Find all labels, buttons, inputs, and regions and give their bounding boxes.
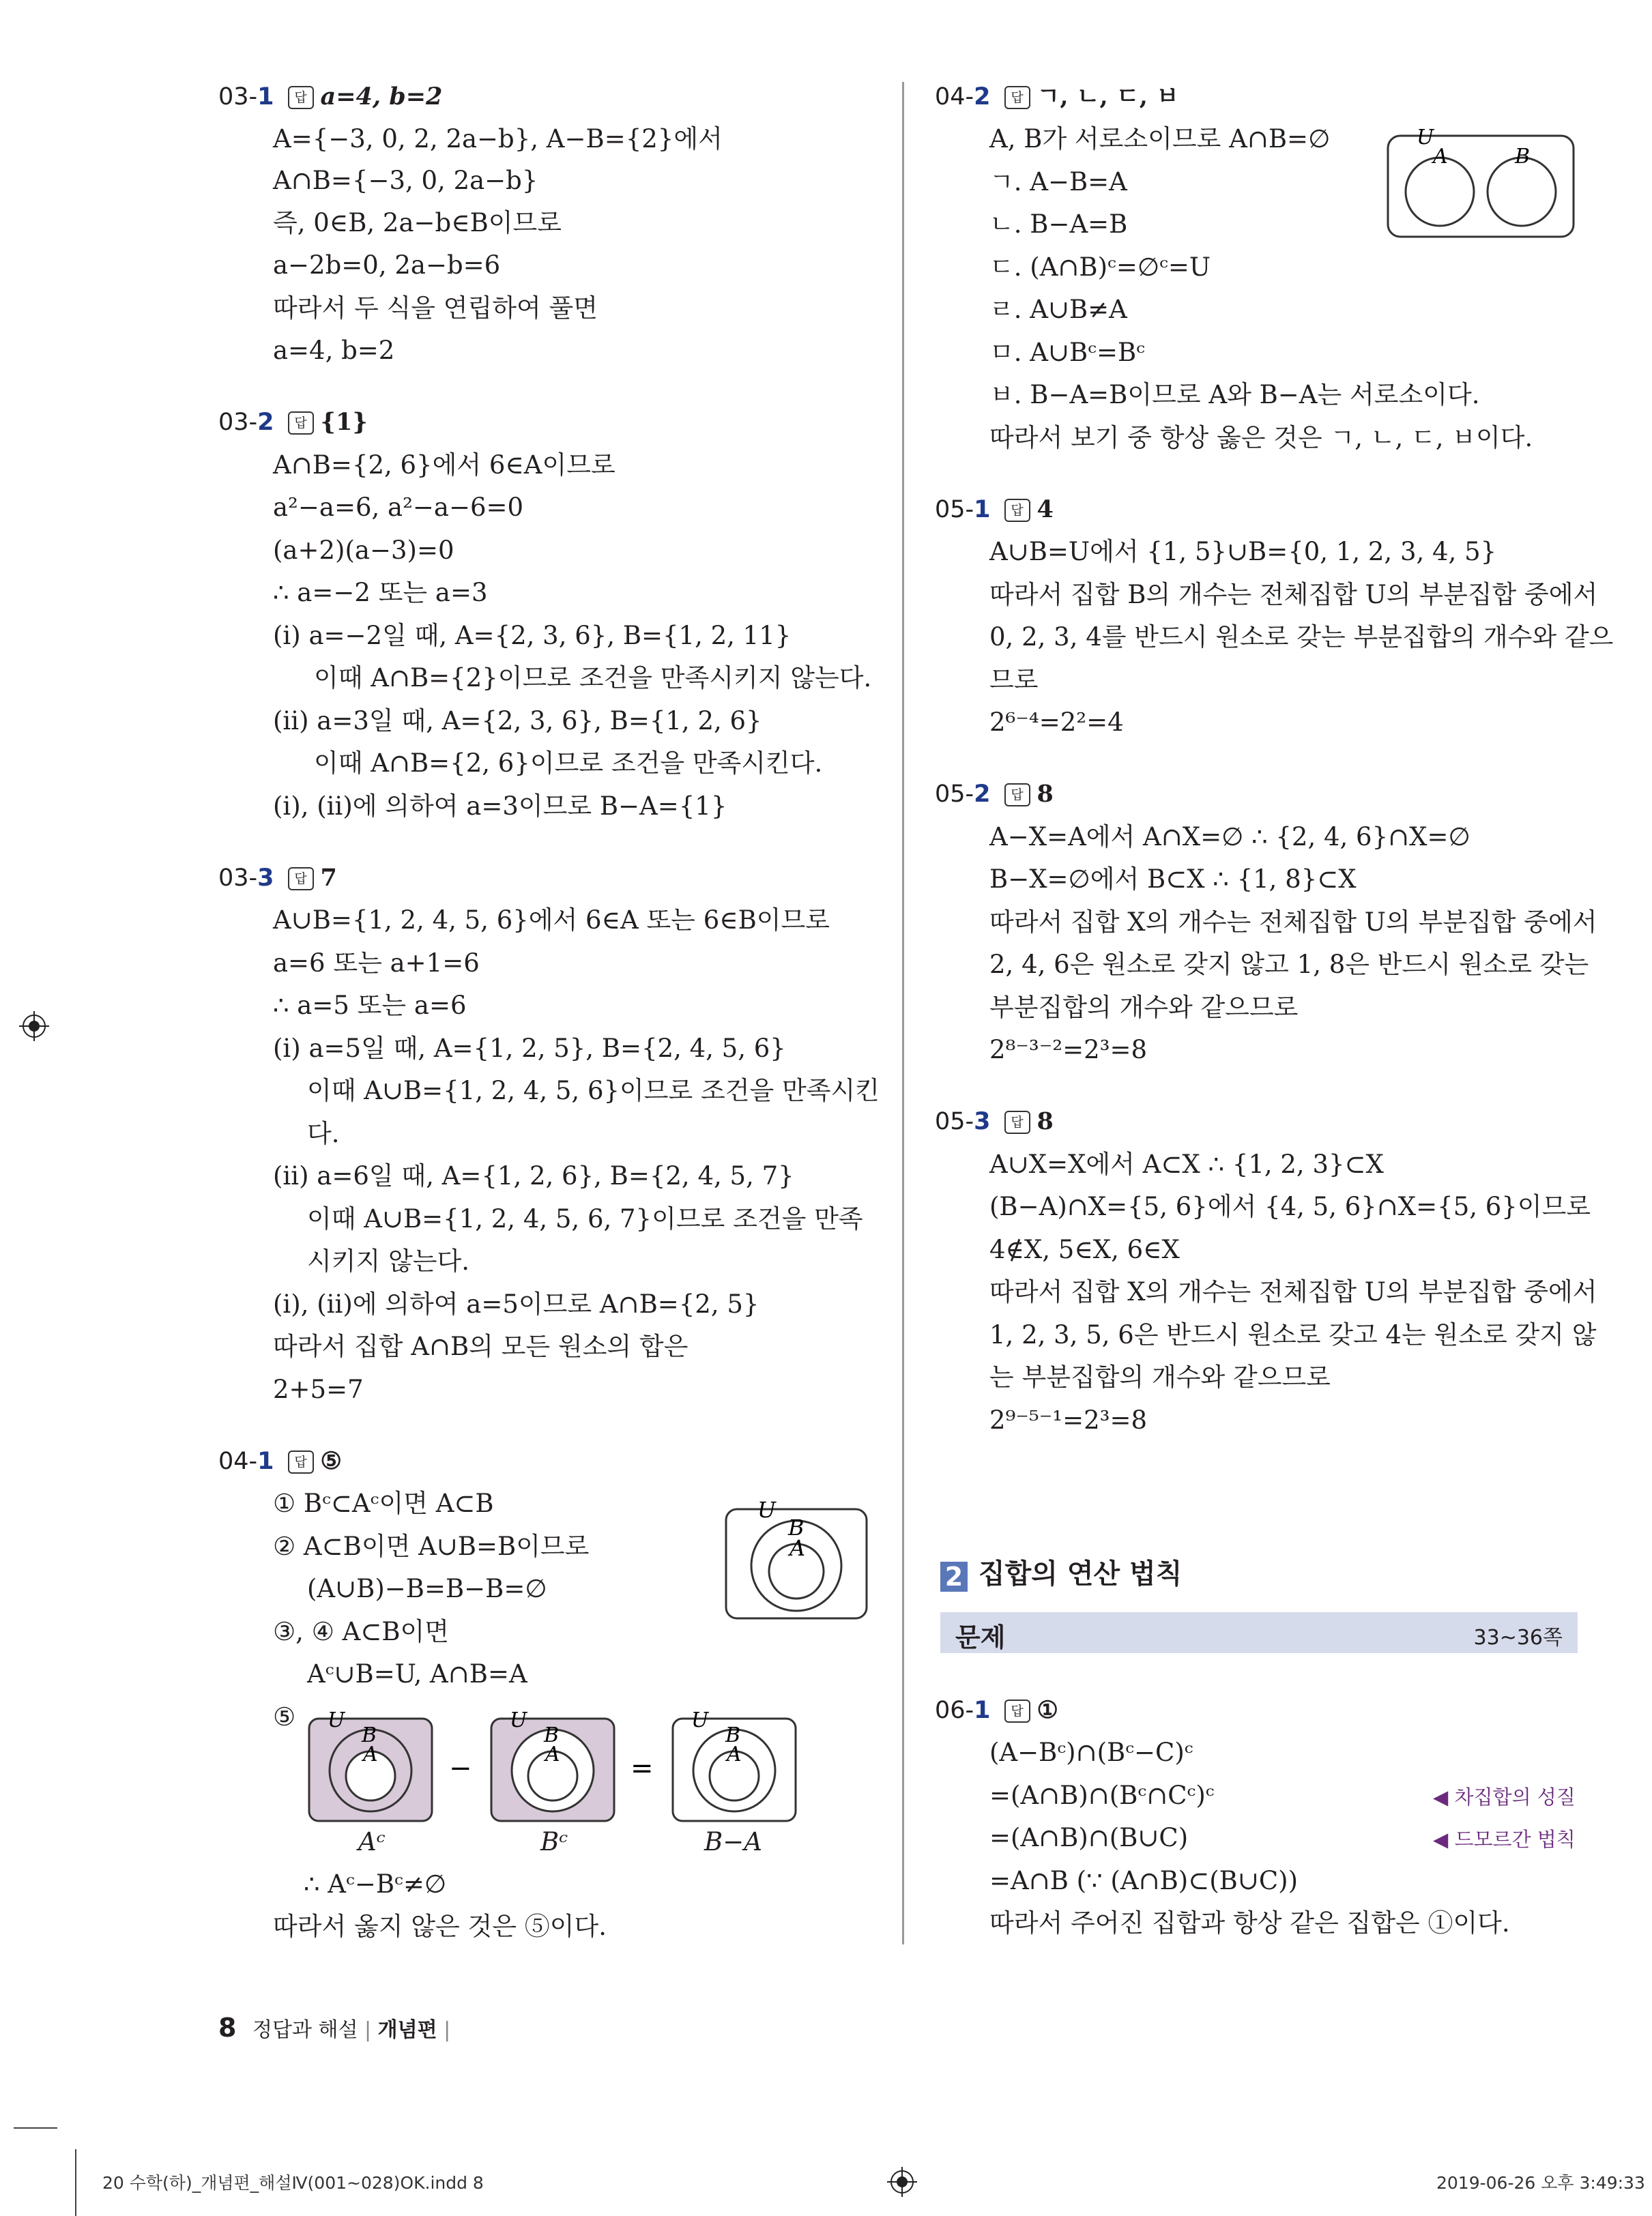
solution-line: ㄴ. B−A=B	[989, 209, 1128, 239]
solution-line: A∩B={2, 6}에서 6∈A이므로	[273, 450, 615, 480]
solution-line: a−2b=0, 2a−b=6	[273, 250, 501, 280]
registration-mark-icon	[887, 2167, 917, 2197]
problem-subnumber: 1	[974, 1697, 991, 1724]
solution-line: ∴ a=5 또는 a=6	[273, 991, 467, 1020]
solution-line: 이때 A∩B={2}이므로 조건을 만족시키지 않는다.	[314, 663, 872, 692]
solution-line: 따라서 보기 중 항상 옳은 것은 ㄱ, ㄴ, ㄷ, ㅂ이다.	[989, 423, 1533, 452]
problem-section-bar	[940, 1612, 1578, 1653]
solution-line: (a+2)(a−3)=0	[273, 536, 454, 565]
venn-label-u: U	[1417, 126, 1434, 149]
page-number: 8	[218, 2013, 237, 2043]
crop-mark	[14, 2127, 57, 2129]
solution-line: ㄷ. (A∩B)ᶜ=∅ᶜ=U	[989, 252, 1211, 282]
venn-label-b: B	[1515, 145, 1531, 169]
answer-text: 8	[1037, 780, 1054, 808]
solution-line: 따라서 집합 X의 개수는 전체집합 U의 부분집합 중에서	[989, 1277, 1597, 1307]
answer-text: 8	[1037, 1107, 1054, 1135]
solution-line: 즉, 0∈B, 2a−b∈B이므로	[273, 208, 562, 237]
margin-note: ◀ 차집합의 성질	[1433, 1785, 1576, 1809]
problem-subnumber: 2	[974, 781, 991, 808]
problem-subnumber: 3	[257, 864, 274, 892]
solution-line: 2+5=7	[273, 1375, 364, 1404]
problem-subnumber: 2	[974, 83, 991, 111]
venn-label-b: B	[725, 1723, 741, 1747]
margin-note: ◀ 드모르간 법칙	[1433, 1828, 1576, 1851]
solution-line: A∩B={−3, 0, 2a−b}	[273, 166, 538, 195]
section-title: 집합의 연산 법칙	[979, 1558, 1183, 1590]
problem-number: 03-	[218, 864, 258, 892]
problem-05-1-header	[935, 495, 1054, 525]
solution-line: 이때 A∪B={1, 2, 4, 5, 6}이므로 조건을 만족시킨	[307, 1076, 880, 1105]
venn-label-a: A	[789, 1535, 806, 1561]
solution-line: ㄱ. A−B=A	[989, 167, 1127, 196]
solution-line: ㅂ. B−A=B이므로 A와 B−A는 서로소이다.	[989, 380, 1480, 409]
answer-text: ㄱ, ㄴ, ㄷ, ㅂ	[1037, 83, 1179, 111]
column-divider	[902, 82, 904, 1944]
answer-text: {1}	[320, 408, 368, 436]
venn-caption: B−A	[704, 1827, 762, 1856]
equals-sign: =	[631, 1753, 654, 1784]
solution-line: 다.	[307, 1119, 340, 1148]
venn-label-a: A	[363, 1743, 378, 1766]
problem-subnumber: 2	[257, 409, 274, 436]
solution-line: ∴ a=−2 또는 a=3	[273, 578, 488, 607]
registration-mark-icon	[19, 1011, 49, 1041]
venn-label-u: U	[510, 1709, 527, 1732]
solution-line: A−X=A에서 A∩X=∅ ∴ {2, 4, 6}∩X=∅	[989, 822, 1470, 851]
problem-number: 03-	[218, 83, 258, 111]
solution-line: ∴ Aᶜ−Bᶜ≠∅	[304, 1869, 447, 1899]
venn-label-a: A	[727, 1743, 742, 1766]
solution-line: 는 부분집합의 개수와 같으므로	[989, 1362, 1331, 1392]
problem-05-2-header	[935, 779, 1054, 809]
solution-line: 1, 2, 3, 5, 6은 반드시 원소로 갖고 4는 원소로 갖지 않	[989, 1320, 1597, 1350]
crop-mark	[75, 2149, 76, 2216]
solution-line: (A−Bᶜ)∩(Bᶜ−C)ᶜ	[989, 1738, 1193, 1767]
footer-separator: |	[444, 2018, 451, 2042]
problem-number: 06-	[935, 1697, 974, 1724]
problem-04-2-header	[935, 82, 1179, 112]
solution-line: 2, 4, 6은 원소로 갖지 않고 1, 8은 반드시 원소로 갖는	[989, 950, 1589, 979]
solution-line: =A∩B (∵ (A∩B)⊂(B∪C))	[989, 1866, 1299, 1895]
solution-line: 따라서 옳지 않은 것은 ⑤이다.	[273, 1912, 607, 1941]
solution-line: Aᶜ∪B=U, A∩B=A	[307, 1659, 527, 1689]
solution-line: A, B가 서로소이므로 A∩B=∅	[989, 124, 1331, 154]
answer-badge: 답	[288, 411, 314, 435]
solution-line: 따라서 집합 A∩B의 모든 원소의 합은	[273, 1332, 689, 1361]
print-date: 2019-06-26 오후 3:49:33	[1436, 2173, 1645, 2193]
solution-line: (ⅰ) a=5일 때, A={1, 2, 5}, B={2, 4, 5, 6}	[273, 1034, 786, 1063]
venn-caption: Bᶜ	[540, 1827, 568, 1856]
solution-line: A∪B=U에서 {1, 5}∪B={0, 1, 2, 3, 4, 5}	[989, 537, 1497, 566]
venn-diagram-disjoint	[1385, 126, 1579, 242]
solution-line: 이때 A∩B={2, 6}이므로 조건을 만족시킨다.	[314, 748, 823, 778]
page-footer	[218, 2013, 450, 2043]
solution-line: 따라서 주어진 집합과 항상 같은 집합은 ①이다.	[989, 1908, 1510, 1938]
solution-line: 2⁹⁻⁵⁻¹=2³=8	[989, 1405, 1148, 1435]
venn-label-u: U	[691, 1709, 709, 1732]
solution-line: ③, ④ A⊂B이면	[273, 1617, 450, 1646]
answer-text: 4	[1037, 495, 1054, 523]
problem-03-2-header	[218, 407, 368, 437]
solution-line: (ⅰ) a=−2일 때, A={2, 3, 6}, B={1, 2, 11}	[273, 621, 792, 650]
solution-line: 부분집합의 개수와 같으므로	[989, 993, 1299, 1022]
answer-badge: 답	[1004, 1111, 1030, 1134]
solution-line: ② A⊂B이면 A∪B=B이므로	[273, 1532, 590, 1561]
problem-number: 03-	[218, 409, 258, 436]
problem-subnumber: 1	[257, 83, 274, 111]
answer-text: 7	[320, 864, 337, 892]
bar-label: 문제	[955, 1622, 1006, 1652]
venn-label-u: U	[757, 1501, 776, 1523]
solution-line: ⑤	[273, 1702, 296, 1732]
problem-number: 05-	[935, 781, 974, 808]
solution-line: (ⅱ) a=3일 때, A={2, 3, 6}, B={1, 2, 6}	[273, 706, 762, 735]
solution-line: 2⁶⁻⁴=2²=4	[989, 708, 1124, 737]
solution-line: (ⅰ), (ⅱ)에 의하여 a=3이므로 B−A={1}	[273, 791, 727, 821]
book-name: 정답과 해설	[252, 2018, 358, 2042]
answer-badge: 답	[1004, 86, 1030, 109]
venn-label-a: A	[1433, 145, 1448, 169]
solution-line: =(A∩B)∩(B∪C)	[989, 1823, 1189, 1852]
solution-line: 시키지 않는다.	[307, 1246, 469, 1276]
problem-subnumber: 1	[974, 496, 991, 523]
section-heading	[940, 1559, 1182, 1592]
answer-badge: 답	[288, 1450, 314, 1474]
solution-line: 이때 A∪B={1, 2, 4, 5, 6, 7}이므로 조건을 만족	[307, 1204, 863, 1234]
problem-number: 05-	[935, 496, 974, 523]
solution-line: A∪X=X에서 A⊂X ∴ {1, 2, 3}⊂X	[989, 1150, 1384, 1179]
solution-line: ① Bᶜ⊂Aᶜ이면 A⊂B	[273, 1489, 494, 1518]
solution-line: 따라서 집합 X의 개수는 전체집합 U의 부분집합 중에서	[989, 907, 1597, 937]
solution-line: 0, 2, 3, 4를 반드시 원소로 갖는 부분집합의 개수와 같으	[989, 622, 1614, 652]
problem-number: 05-	[935, 1108, 974, 1135]
solution-line: 므로	[989, 665, 1039, 695]
solution-line: (B−A)∩X={5, 6}에서 {4, 5, 6}∩X={5, 6}이므로	[989, 1192, 1591, 1221]
venn-caption: Aᶜ	[358, 1827, 386, 1856]
venn-label-a: A	[545, 1743, 560, 1766]
venn-complement-a	[309, 1709, 432, 1821]
solution-line: 따라서 두 식을 연립하여 풀면	[273, 293, 598, 323]
file-slug: 20 수학(하)_개념편_해설Ⅳ(001~028)OK.indd 8	[102, 2173, 484, 2193]
answer-badge: 답	[1004, 499, 1030, 522]
problem-number: 04-	[935, 83, 974, 111]
solution-line: ㄹ. A∪B≠A	[989, 295, 1127, 324]
problem-03-1-header	[218, 82, 442, 112]
solution-line: a=4, b=2	[273, 336, 395, 365]
answer-text: ⑤	[320, 1447, 342, 1475]
venn-universe-box	[1388, 136, 1574, 237]
problem-03-3-header	[218, 863, 337, 893]
answer-text: ①	[1037, 1696, 1058, 1724]
solution-line: (ⅰ), (ⅱ)에 의하여 a=5이므로 A∩B={2, 5}	[273, 1289, 759, 1319]
problem-subnumber: 3	[974, 1108, 991, 1135]
problem-06-1-header	[935, 1695, 1058, 1725]
venn-label-u: U	[328, 1709, 345, 1732]
venn-difference-b-a	[673, 1709, 796, 1821]
solution-line: A∪B={1, 2, 4, 5, 6}에서 6∈A 또는 6∈B이므로	[273, 905, 830, 935]
solution-line: a²−a=6, a²−a−6=0	[273, 493, 524, 522]
venn-label-b: B	[544, 1723, 560, 1747]
problem-number: 04-	[218, 1448, 258, 1475]
venn-diagram-row	[307, 1709, 839, 1846]
venn-complement-b	[491, 1709, 614, 1821]
answer-badge: 답	[1004, 783, 1030, 806]
solution-line: =(A∩B)∩(Bᶜ∩Cᶜ)ᶜ	[989, 1781, 1215, 1810]
problem-04-1-header	[218, 1446, 342, 1476]
venn-diagram-nested	[723, 1501, 873, 1624]
answer-badge: 답	[288, 86, 314, 109]
solution-line: 4∉X, 5∈X, 6∈X	[989, 1235, 1180, 1264]
footer-separator: |	[364, 2018, 372, 2042]
solution-line: A={−3, 0, 2, 2a−b}, A−B={2}에서	[273, 124, 723, 154]
bar-pages: 33~36쪽	[1473, 1626, 1563, 1650]
venn-label-b: B	[362, 1723, 377, 1747]
solution-line: 2⁸⁻³⁻²=2³=8	[989, 1035, 1148, 1064]
solution-line: a=6 또는 a+1=6	[273, 948, 480, 978]
minus-sign: −	[449, 1753, 472, 1784]
problem-05-3-header	[935, 1107, 1054, 1137]
venn-label-b: B	[788, 1515, 805, 1541]
solution-line: 따라서 집합 B의 개수는 전체집합 U의 부분집합 중에서	[989, 580, 1598, 609]
book-part: 개념편	[377, 2018, 437, 2042]
solution-line: B−X=∅에서 B⊂X ∴ {1, 8}⊂X	[989, 864, 1357, 894]
section-number: 2	[940, 1562, 968, 1592]
answer-badge: 답	[1004, 1700, 1030, 1723]
answer-badge: 답	[288, 867, 314, 890]
answer-text: a=4, b=2	[320, 83, 443, 111]
solution-line: (A∪B)−B=B−B=∅	[307, 1574, 547, 1603]
solution-line: ㅁ. A∪Bᶜ=Bᶜ	[989, 338, 1145, 367]
problem-subnumber: 1	[257, 1448, 274, 1475]
solution-line: (ⅱ) a=6일 때, A={1, 2, 6}, B={2, 4, 5, 7}	[273, 1161, 794, 1191]
